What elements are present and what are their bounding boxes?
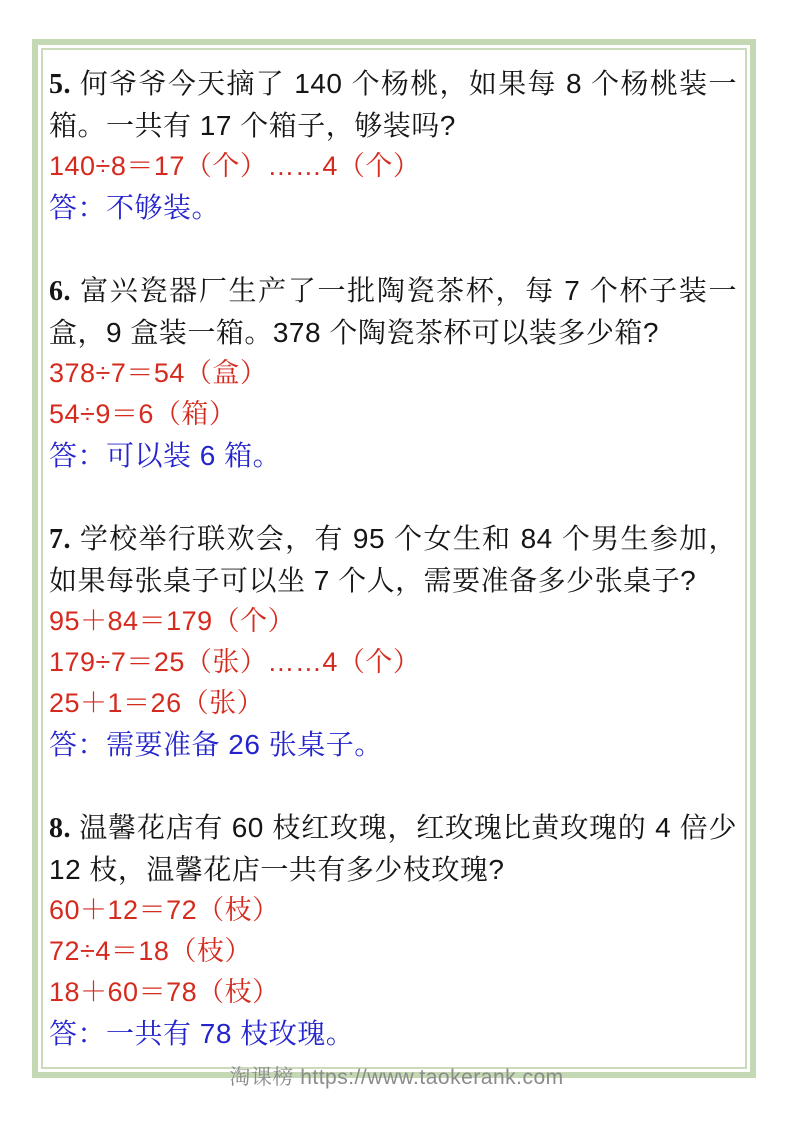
problem-number: 7. [49, 524, 71, 555]
problem-question-text: 学校举行联欢会，有 95 个女生和 84 个男生参加，如果每张桌子可以坐 7 个人，需要准备多少张桌子? [49, 523, 737, 596]
problem-question [49, 63, 737, 146]
problem-question-text: 何爷爷今天摘了 140 个杨桃，如果每 8 个杨桃装一箱。一共有 17 个箱子，够装吗? [49, 68, 737, 141]
worksheet-content [43, 50, 745, 1067]
equation-line: 179÷7＝25（张）……4（个） [49, 647, 421, 677]
problem-question-text: 富兴瓷器厂生产了一批陶瓷茶杯，每 7 个杯子装一盒，9 盒装一箱。378 个陶瓷茶杯可以装多少箱? [49, 275, 737, 348]
page-border-frame [32, 39, 756, 1078]
equation-line: 18＋60＝78（枝） [49, 977, 280, 1007]
problem-question [49, 270, 737, 353]
problem-number: 5. [49, 69, 71, 100]
answer-line: 答：不够装。 [49, 192, 221, 223]
equation-line: 95＋84＝179（个） [49, 606, 296, 636]
problem-question [49, 518, 737, 601]
answer-line: 答：需要准备 26 张桌子。 [49, 729, 383, 760]
problem-number: 8. [49, 813, 71, 844]
equation-line: 60＋12＝72（枝） [49, 895, 280, 925]
problem-question [49, 807, 737, 890]
page-border-inner-line [41, 48, 747, 1069]
equation-line: 72÷4＝18（枝） [49, 936, 252, 966]
problem-7 [49, 518, 737, 765]
problem-6 [49, 270, 737, 476]
problem-8 [49, 807, 737, 1054]
equation-line: 25＋1＝26（张） [49, 688, 265, 718]
answer-line: 答：一共有 78 枝玫瑰。 [49, 1018, 355, 1049]
footer-watermark: 淘课榜 https://www.taokerank.com [229, 1066, 564, 1089]
equation-line: 140÷8＝17（个）……4（个） [49, 151, 421, 181]
equation-line: 54÷9＝6（箱） [49, 399, 237, 429]
problem-5 [49, 63, 737, 228]
problem-number: 6. [49, 276, 71, 307]
problem-question-text: 温馨花店有 60 枝红玫瑰，红玫瑰比黄玫瑰的 4 倍少 12 枝，温馨花店一共有多少枝玫瑰? [49, 812, 737, 885]
answer-line: 答：可以装 6 箱。 [49, 440, 282, 471]
equation-line: 378÷7＝54（盒） [49, 358, 268, 388]
